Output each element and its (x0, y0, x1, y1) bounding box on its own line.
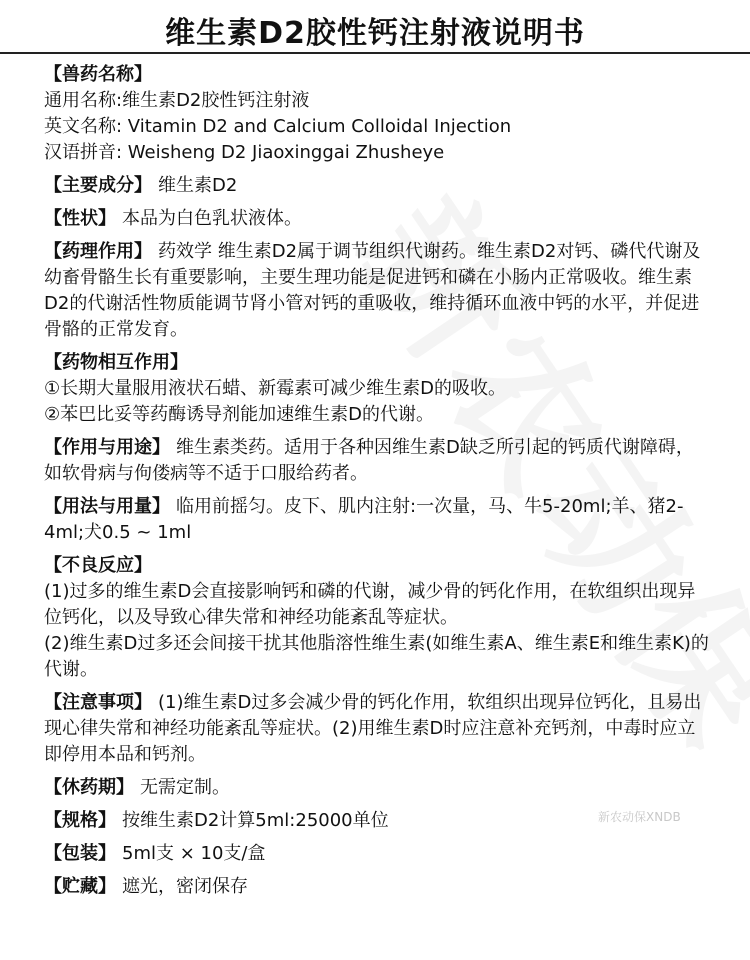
withdrawal-text: 无需定制。 (140, 777, 230, 798)
brand-stamp: 新农动保XNDB (598, 810, 681, 824)
section-name (44, 62, 710, 88)
storage-text: 遮光，密闭保存 (122, 876, 248, 897)
heading-interactions: 【药物相互作用】 (44, 352, 188, 373)
heading-pharmacology: 【药理作用】 (44, 241, 152, 262)
heading-precautions: 【注意事项】 (44, 692, 152, 713)
appearance-text: 本品为白色乳状液体。 (122, 208, 302, 229)
dosage-text: 临用前摇匀。皮下、肌内注射:一次量，马、牛5-20ml;羊、猪2-4ml;犬0.5 ~ 1ml (44, 496, 684, 543)
title-divider (0, 52, 750, 54)
section-package (44, 841, 710, 867)
heading-ingredient: 【主要成分】 (44, 175, 152, 196)
adverse-item-1: (1)过多的维生素D会直接影响钙和磷的代谢，减少骨的钙化作用，在软组织出现异位钙化，以及导致心律失常和神经功能紊乱等症状。 (44, 581, 696, 628)
section-adverse (44, 553, 710, 579)
package-text: 5ml支 × 10支/盒 (122, 843, 266, 864)
adverse-item-2: (2)维生素D过多还会间接干扰其他脂溶性维生素(如维生素A、维生素E和维生素K)的代谢。 (44, 633, 709, 680)
indications-text: 维生素类药。适用于各种因维生素D缺乏所引起的钙质代谢障碍，如软骨病与佝偻病等不适于口服给药者。 (44, 437, 694, 484)
heading-dosage: 【用法与用量】 (44, 496, 170, 517)
heading-package: 【包装】 (44, 843, 116, 864)
section-indications (44, 435, 710, 487)
heading-name: 【兽药名称】 (44, 64, 152, 85)
heading-appearance: 【性状】 (44, 208, 116, 229)
section-dosage (44, 494, 710, 546)
section-interactions (44, 350, 710, 376)
heading-storage: 【贮藏】 (44, 876, 116, 897)
document-body (44, 62, 710, 900)
pinyin-name: 汉语拼音: Weisheng D2 Jiaoxinggai Zhusheye (44, 142, 445, 163)
section-storage (44, 874, 710, 900)
specification-text: 按维生素D2计算5ml:25000单位 (122, 810, 389, 831)
interaction-item-2: ②苯巴比妥等药酶诱导剂能加速维生素D的代谢。 (44, 404, 434, 425)
section-precautions (44, 690, 710, 768)
document-title: 维生素D2胶性钙注射液说明书 (165, 16, 585, 51)
section-appearance (44, 206, 710, 232)
ingredient-text: 维生素D2 (158, 175, 238, 196)
section-withdrawal (44, 775, 710, 801)
english-name: 英文名称: Vitamin D2 and Calcium Colloidal Injection (44, 116, 512, 137)
heading-withdrawal: 【休药期】 (44, 777, 134, 798)
section-pharmacology (44, 239, 710, 343)
pharmacology-text: 药效学 维生素D2属于调节组织代谢药。维生素D2对钙、磷代代谢及幼畜骨骼生长有重要影响，主要生理功能是促进钙和磷在小肠内正常吸收。维生素D2的代谢活性物质能调节肾小管对钙的重吸收，维持循环血液中钙的水平，并促进骨骼的正常发育。 (44, 241, 701, 340)
heading-adverse: 【不良反应】 (44, 555, 152, 576)
generic-name: 通用名称:维生素D2胶性钙注射液 (44, 90, 310, 111)
precautions-text: (1)维生素D过多会减少骨的钙化作用，软组织出现异位钙化，且易出现心律失常和神经功能紊乱等症状。(2)用维生素D时应注意补充钙剂，中毒时应立即停用本品和钙剂。 (44, 692, 702, 765)
heading-indications: 【作用与用途】 (44, 437, 170, 458)
section-ingredient (44, 173, 710, 199)
heading-specification: 【规格】 (44, 810, 116, 831)
interaction-item-1: ①长期大量服用液状石蜡、新霉素可减少维生素D的吸收。 (44, 378, 506, 399)
